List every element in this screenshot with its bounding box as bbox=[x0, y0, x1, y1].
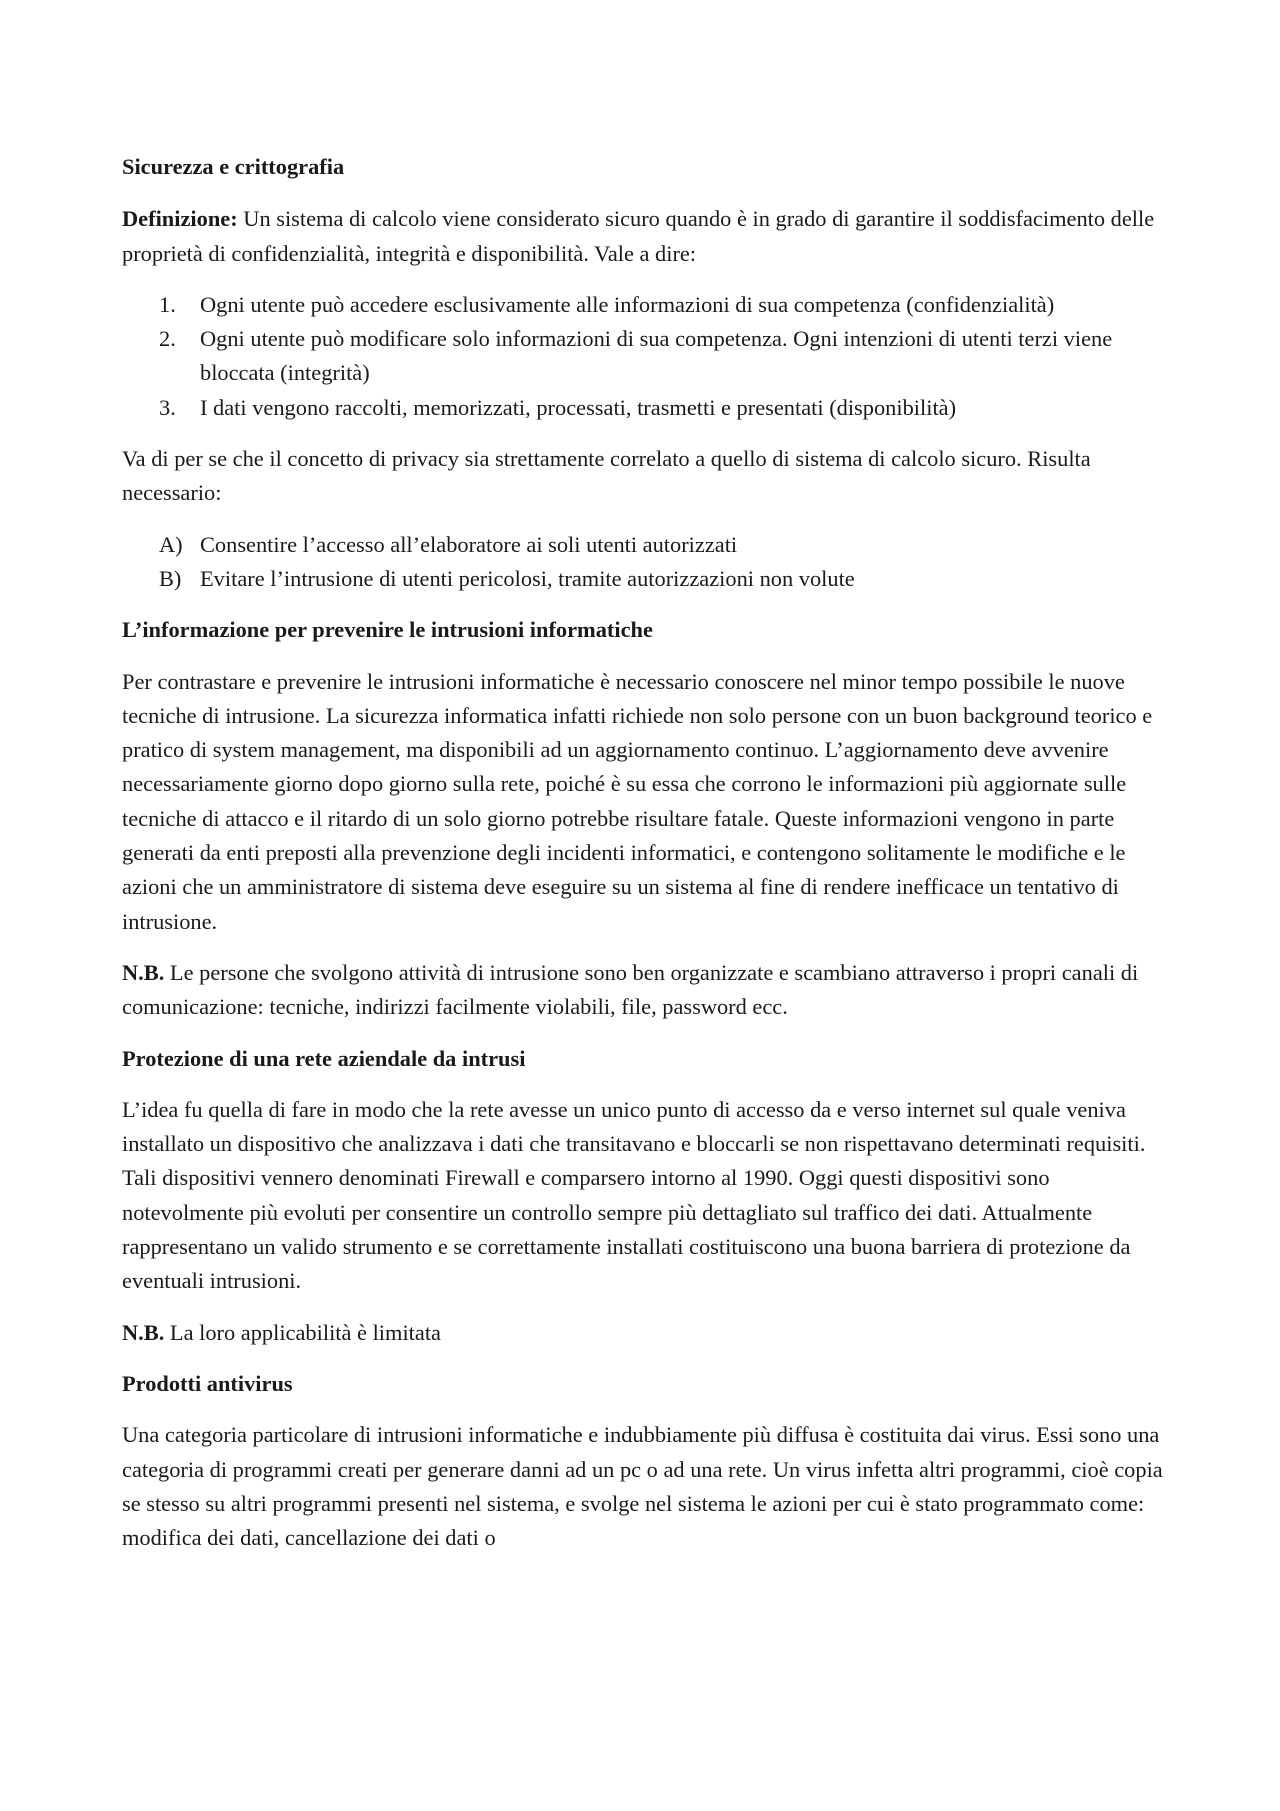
list-item bbox=[122, 528, 1172, 562]
section-paragraph-firewall: L’idea fu quella di fare in modo che la rete avesse un unico punto di accesso da e verso internet sul quale veniva installato un dispositivo che analizzava i dati che transitavano e bloccarli se non rispettavano determinati requisiti. Tali dispositivi vennero denominati Firewall e comparsero intorno al 1990. Oggi questi dispositivi sono notevolmente più evoluti per consentire un controllo sempre più dettagliato sul traffico dei dati. Attualmente rappresentano un valido strumento e se correttamente installati costituiscono una buona barriera di protezione da eventuali intrusioni. bbox=[122, 1096, 1146, 1294]
note-text: Le persone che svolgono attività di intrusione sono ben organizzate e scambiano attraverso i propri canali di comunicazione: tecniche, indirizzi facilmente violabili, file, password ecc. bbox=[122, 959, 1139, 1020]
list-item-text: Evitare l’intrusione di utenti pericolosi, tramite autorizzazioni non volute bbox=[200, 565, 855, 591]
requirements-letter-list bbox=[122, 528, 1172, 597]
note-paragraph-intrusion bbox=[122, 956, 1172, 1025]
list-marker: B) bbox=[159, 565, 182, 591]
note-label: N.B. bbox=[122, 959, 165, 985]
properties-numbered-list bbox=[122, 288, 1172, 425]
list-item bbox=[122, 322, 1172, 391]
definition-label: Definizione: bbox=[122, 206, 238, 232]
note-label: N.B. bbox=[122, 1319, 165, 1345]
document-page bbox=[122, 150, 1172, 1572]
definition-paragraph bbox=[122, 202, 1172, 271]
section-paragraph-antivirus: Una categoria particolare di intrusioni informatiche e indubbiamente più diffusa è costituita dai virus. Essi sono una categoria di programmi creati per generare danni ad un pc o ad una rete. Un virus infetta altri programmi, cioè copia se stesso su altri programmi presenti nel sistema, e svolge nel sistema le azioni per cui è stato programmato come: modifica dei dati, cancellazione dei dati o bbox=[122, 1422, 1163, 1551]
list-marker: A) bbox=[159, 531, 183, 557]
list-item bbox=[122, 288, 1172, 322]
privacy-paragraph: Va di per se che il concetto di privacy sia strettamente correlato a quello di sistema di calcolo sicuro. Risulta necessario: bbox=[122, 446, 1091, 506]
section-heading-information: L’informazione per prevenire le intrusioni informatiche bbox=[122, 617, 653, 643]
list-item-text: Consentire l’accesso all’elaboratore ai soli utenti autorizzati bbox=[200, 531, 738, 557]
list-item bbox=[122, 391, 1172, 425]
section-paragraph-information: Per contrastare e prevenire le intrusioni informatiche è necessario conoscere nel minor tempo possibile le nuove tecniche di intrusione. La sicurezza informatica infatti richiede non solo persone con un buon background teorico e pratico di system management, ma disponibili ad un aggiornamento continuo. L’aggiornamento deve avvenire necessariamente giorno dopo giorno sulla rete, poiché è su essa che corrono le informazioni più aggiornate sulle tecniche di attacco e il ritardo di un solo giorno potrebbe risultare fatale. Queste informazioni vengono in parte generati da enti preposti alla prevenzione degli incidenti informatici, e contengono solitamente le modifiche e le azioni che un amministratore di sistema deve eseguire su un sistema al fine di rendere inefficace un tentativo di intrusione. bbox=[122, 668, 1153, 934]
note-text: La loro applicabilità è limitata bbox=[164, 1319, 441, 1345]
definition-text: Un sistema di calcolo viene considerato sicuro quando è in grado di garantire il soddisfacimento delle proprietà di confidenzialità, integrità e disponibilità. Vale a dire: bbox=[122, 206, 1155, 266]
note-paragraph-firewall bbox=[122, 1316, 1172, 1350]
list-item-text: I dati vengono raccolti, memorizzati, processati, trasmetti e presentati (disponibilità) bbox=[200, 394, 957, 420]
list-item bbox=[122, 562, 1172, 596]
list-item-text: Ogni utente può accedere esclusivamente alle informazioni di sua competenza (confidenzialità) bbox=[200, 291, 1055, 317]
list-marker: 2. bbox=[159, 326, 176, 352]
section-heading-firewall: Protezione di una rete aziendale da intrusi bbox=[122, 1045, 526, 1071]
list-item-text: Ogni utente può modificare solo informazioni di sua competenza. Ogni intenzioni di utenti terzi viene bloccata (integrità) bbox=[200, 326, 1113, 386]
document-title: Sicurezza e crittografia bbox=[122, 154, 345, 179]
list-marker: 3. bbox=[159, 394, 176, 420]
section-heading-antivirus: Prodotti antivirus bbox=[122, 1370, 293, 1396]
list-marker: 1. bbox=[159, 291, 176, 317]
